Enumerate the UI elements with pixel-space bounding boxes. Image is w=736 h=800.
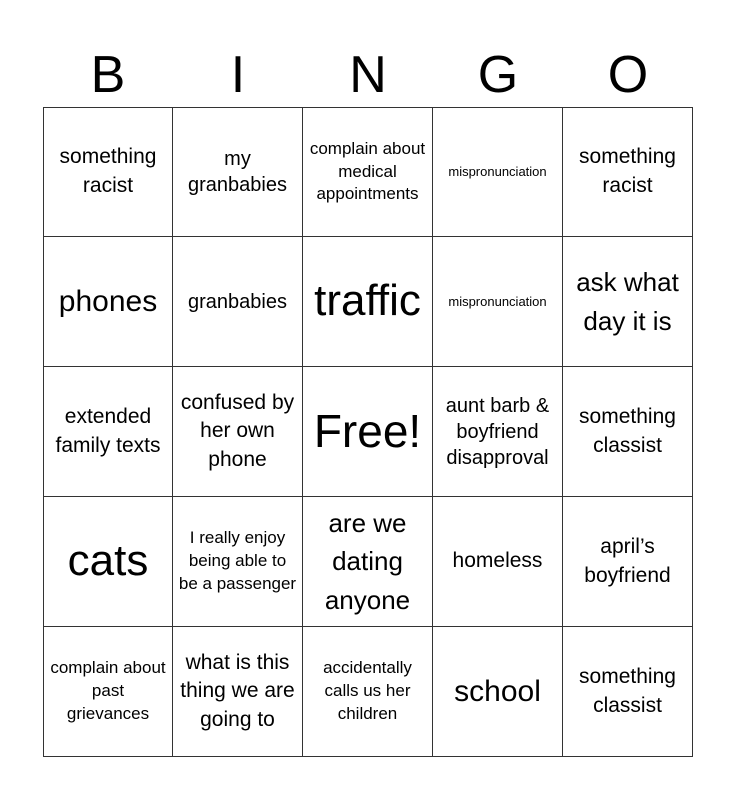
bingo-cell-r1-c0[interactable] [43,237,173,367]
bingo-cell-r3-c0[interactable] [43,497,173,627]
bingo-cell-r3-c2[interactable] [303,497,433,627]
bingo-cell-r0-c1[interactable] [173,107,303,237]
cell-text: mispronunciation [448,293,547,309]
bingo-cell-r1-c2[interactable] [303,237,433,367]
cell-text: something classist [579,664,676,717]
header-letter-b: B [90,46,126,104]
header-letter-g: G [477,46,519,104]
bingo-cell-r3-c1[interactable] [173,497,303,627]
bingo-cell-r0-c2[interactable] [303,107,433,237]
bingo-cell-r0-c0[interactable] [43,107,173,237]
bingo-cell-r2-c4[interactable] [563,367,693,497]
cell-text: I really enjoy being able to be a passenger [178,528,297,593]
cell-text: are we dating anyone [324,507,411,615]
bingo-free-space[interactable] [303,367,433,497]
header-letter-o: O [607,46,649,104]
bingo-cell-r0-c4[interactable] [563,107,693,237]
cell-text: confused by her own phone [180,390,295,471]
bingo-cell-r4-c2[interactable] [303,627,433,757]
bingo-cell-r2-c0[interactable] [43,367,173,497]
cell-text: homeless [452,549,543,573]
bingo-cell-r3-c4[interactable] [563,497,693,627]
cell-text: complain about past grievances [50,658,166,723]
bingo-cell-r2-c1[interactable] [173,367,303,497]
cell-text: traffic [314,276,421,326]
header-letter-n: N [349,46,387,104]
free-space-label: Free! [313,405,422,458]
cell-text: aunt barb & boyfriend disapproval [445,394,550,469]
bingo-cell-r2-c3[interactable] [433,367,563,497]
bingo-cell-r4-c1[interactable] [173,627,303,757]
bingo-board [43,107,693,757]
bingo-cell-r1-c4[interactable] [563,237,693,367]
bingo-header [43,46,693,104]
cell-text: granbabies [188,290,287,313]
bingo-cell-r1-c1[interactable] [173,237,303,367]
cell-text: something classist [579,404,676,457]
cell-text: school [454,674,541,708]
bingo-cell-r4-c0[interactable] [43,627,173,757]
cell-text: phones [58,284,158,318]
cell-text: what is this thing we are going to [180,650,295,731]
cell-text: cats [67,536,149,586]
bingo-cell-r3-c3[interactable] [433,497,563,627]
header-letter-i: I [230,46,246,104]
cell-text: my granbabies [188,148,287,196]
bingo-cell-r4-c3[interactable] [433,627,563,757]
bingo-cell-r4-c4[interactable] [563,627,693,757]
bingo-cell-r1-c3[interactable] [433,237,563,367]
cell-text: mispronunciation [448,164,547,180]
cell-text: something racist [579,145,676,197]
cell-text: something racist [59,145,157,197]
cell-text: ask what day it is [576,266,679,336]
cell-text: april’s boyfriend [584,534,671,587]
cell-text: extended family texts [55,404,161,457]
cell-text: accidentally calls us her children [323,658,412,723]
bingo-cell-r0-c3[interactable] [433,107,563,237]
cell-text: complain about medical appointments [309,138,426,204]
